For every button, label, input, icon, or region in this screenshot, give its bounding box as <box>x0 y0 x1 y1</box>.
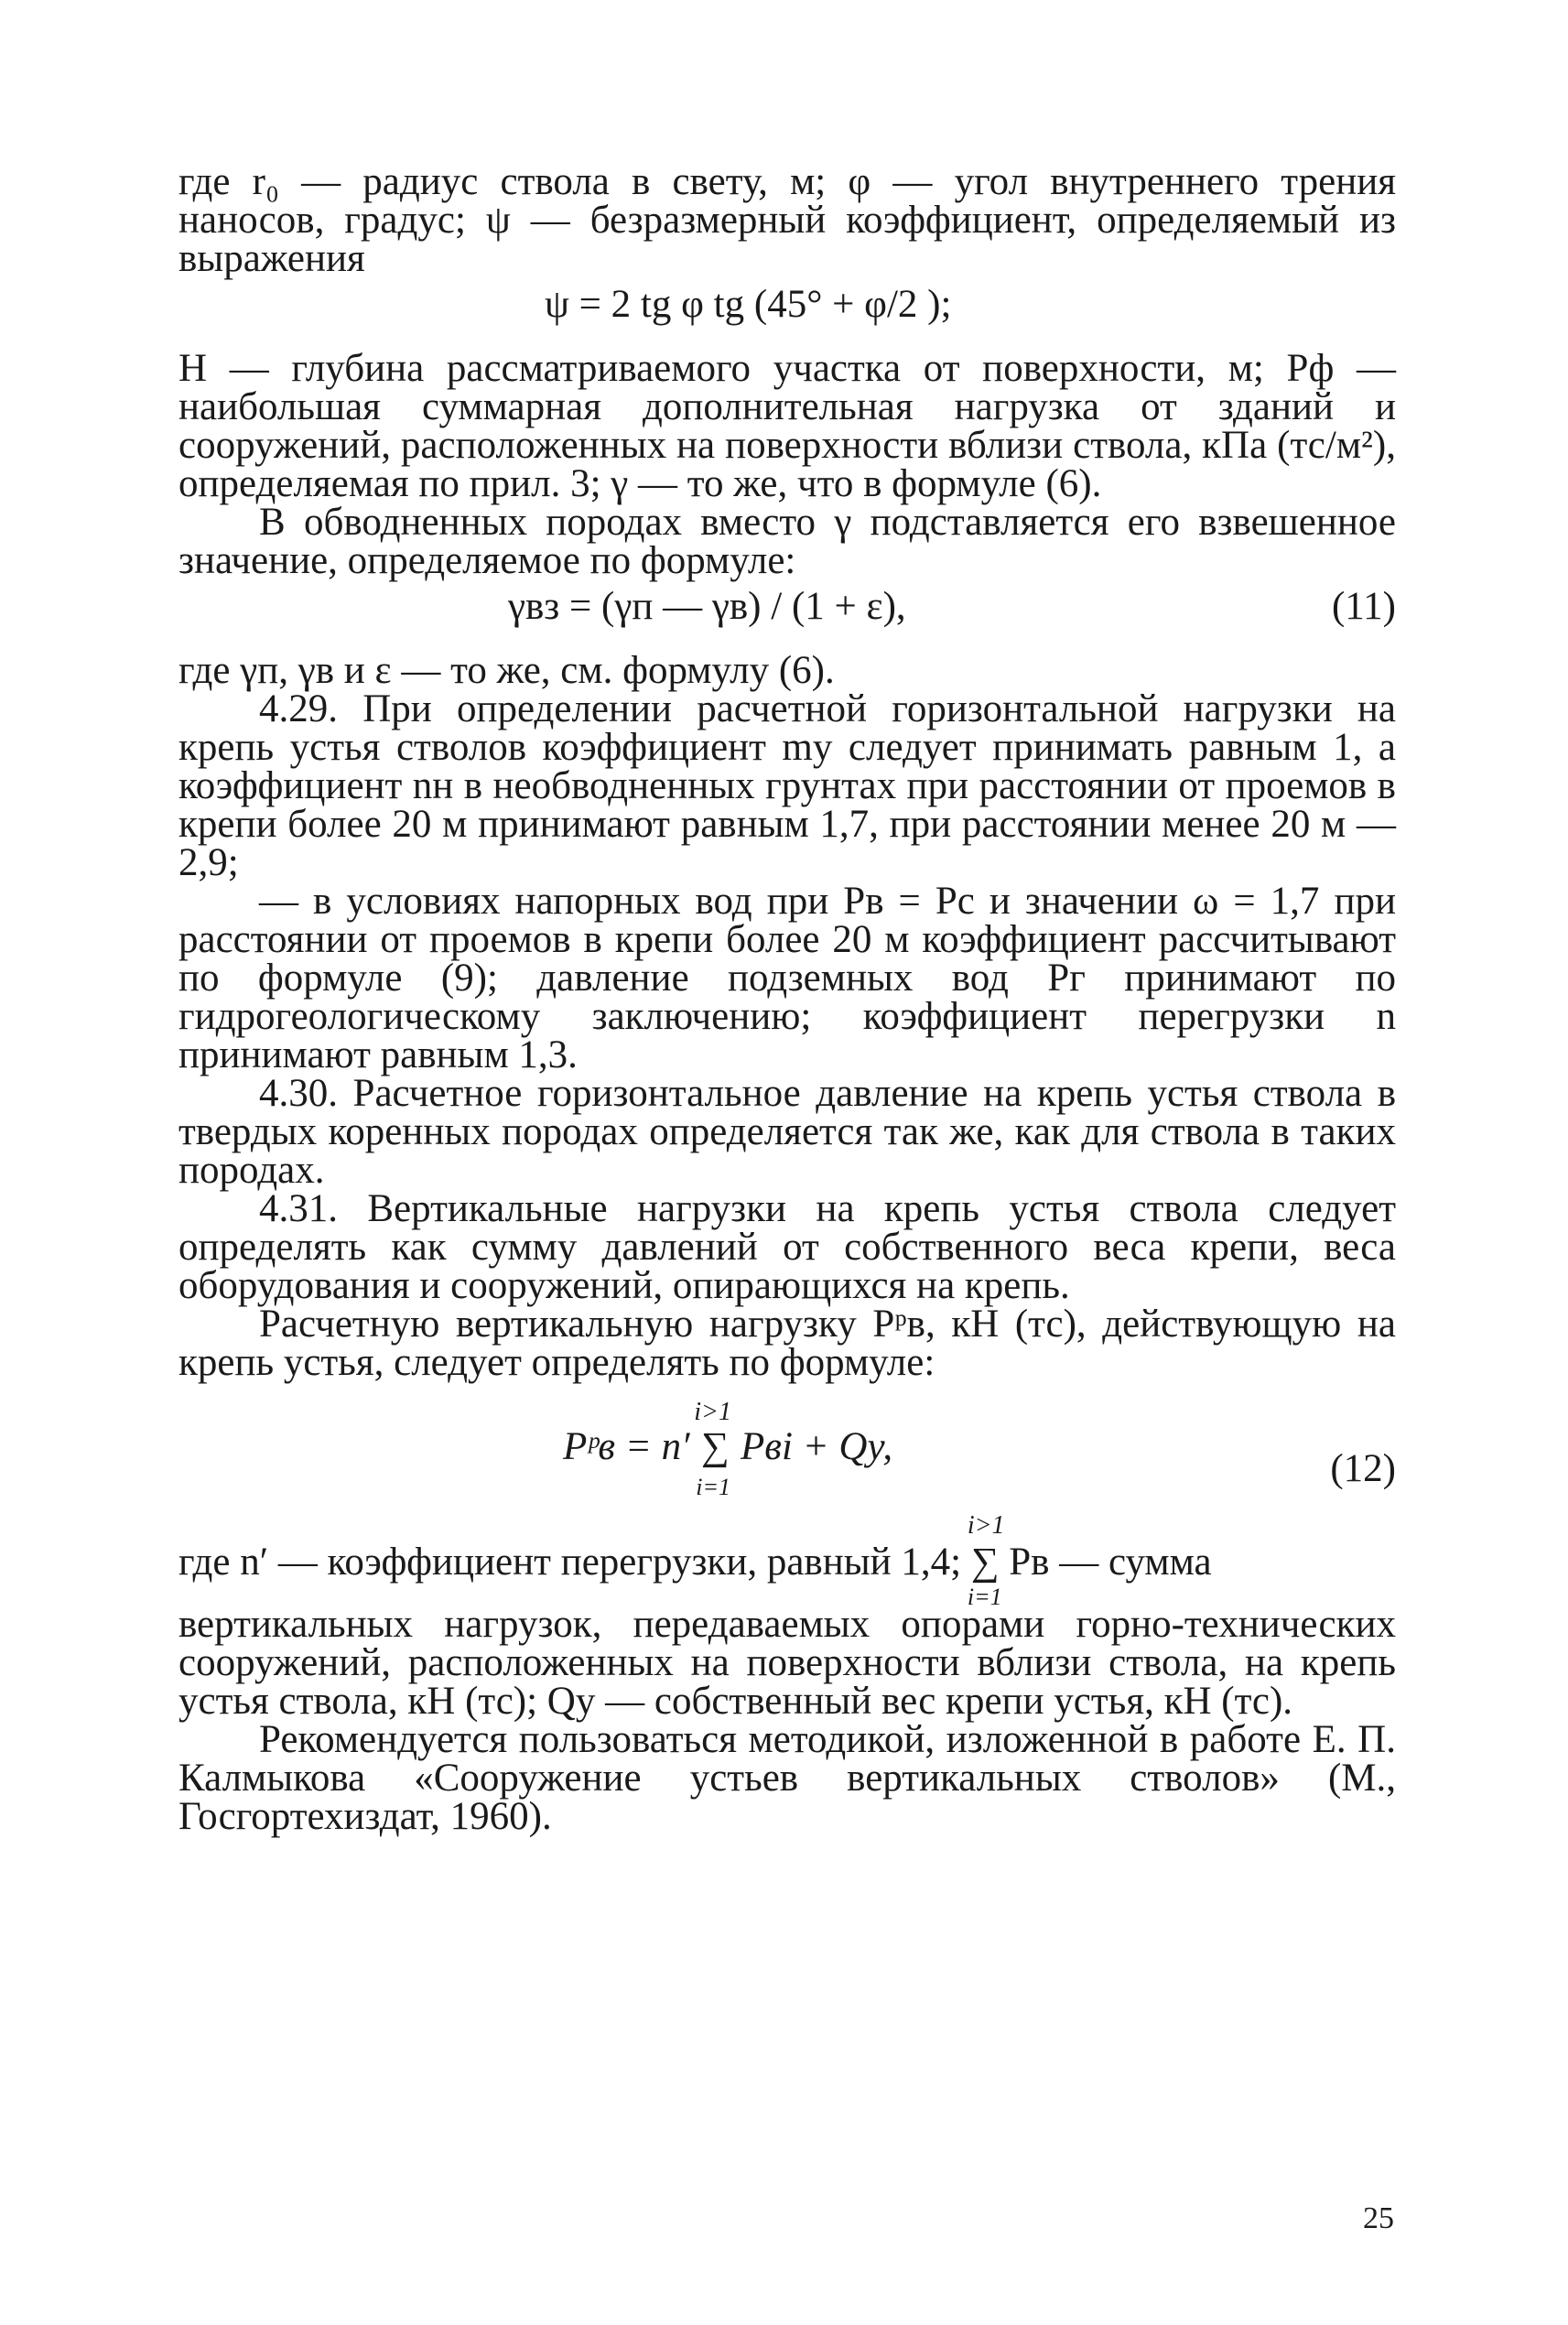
paragraph-4-31: 4.31. Вертикальные нагрузки на крепь устья ствола следует определять как сумму давлений от собственного веса крепи, веса оборудования и сооружений, опирающихся на крепь. <box>178 1187 1396 1307</box>
formula-12-right: Pвi + Qу, <box>741 1425 893 1468</box>
paragraph-vertical-load: Расчетную вертикальную нагрузку Pᵖв, кН (тс), действующую на крепь устья, следует определять по формуле: <box>178 1303 1396 1384</box>
paragraph-definitions: где r₀ — радиус ствола в свету, м; φ — угол внутреннего трения наносов, градус; ψ — безразмерный коэффициент, определяемый из выражения <box>178 160 1396 280</box>
formula-11 <box>178 585 1396 639</box>
sum-lower-limit: i=1 <box>696 1474 731 1500</box>
sum-symbol: ∑ i>1 i=1 <box>699 1428 730 1466</box>
formula-psi-expression: ψ = 2 tg φ tg (45° + φ/2 ); <box>545 283 952 326</box>
paragraph-4-30: 4.30. Расчетное горизонтальное давление на крепь устья ствола в твердых коренных породах определяется так же, как для ствола в таких породах. <box>178 1072 1396 1192</box>
formula-12-expression <box>563 1398 893 1500</box>
paragraph-pressure-water: — в условиях напорных вод при Pв = Pс и значении ω = 1,7 при расстоянии от проемов в крепи более 20 м коэффициент рассчитывают по формуле (9); давление подземных вод Pг принимают по гидрогеологическому заключению; коэффициент перегрузки n принимают равным 1,3. <box>178 880 1396 1076</box>
paragraph-vertical-loads-def: вертикальных нагрузок, передаваемых опорами горно-технических сооружений, расположенных на поверхности вблизи ствола, на крепь устья ствола, кН (тс); Qу — собственный вес крепи устья, кН (тс). <box>178 1603 1396 1723</box>
sum-upper-limit: i>1 <box>694 1398 731 1426</box>
paragraph-4-29: 4.29. При определении расчетной горизонтальной нагрузки на крепь устья стволов коэффициент mу следует принимать равным 1, а коэффициент nн в необводненных грунтах при расстоянии от проемов в крепи более 20 м принимают равным 1,7, при расстоянии менее 20 м — 2,9; <box>178 687 1396 884</box>
page-body <box>178 160 1396 1838</box>
inline-sum-term: Pв — сумма <box>1009 1541 1212 1584</box>
paragraph-waterlogged: В обводненных породах вместо γ подставляется его взвешенное значение, определяемое по формуле: <box>178 501 1396 582</box>
inline-sum-lower: i=1 <box>967 1584 1002 1610</box>
inline-sum: ∑ i>1 i=1 <box>971 1543 1000 1582</box>
paragraph-where-gamma: где γп, γв и ε — то же, см. формулу (6). <box>178 649 835 692</box>
paragraph-where-n <box>178 1511 1396 1610</box>
paragraph-recommendation: Рекомендуется пользоваться методикой, изложенной в работе Е. П. Калмыкова «Сооружение устьев вертикальных стволов» (М., Госгортехиздат, 1960). <box>178 1718 1396 1838</box>
paragraph-depth-definition: H — глубина рассматриваемого участка от поверхности, м; Pф — наибольшая суммарная дополнительная нагрузка от зданий и сооружений, расположенных на поверхности вблизи ствола, кПа (тс/м²), определяемая по прил. 3; γ — то же, что в формуле (6). <box>178 347 1396 505</box>
formula-11-number: (11) <box>1331 585 1396 628</box>
page-number: 25 <box>1363 2201 1394 2235</box>
formula-psi <box>178 283 1396 337</box>
where-n-text: где n′ — коэффициент перегрузки, равный 1,4; <box>178 1541 962 1584</box>
formula-12-number: (12) <box>1330 1447 1396 1490</box>
formula-12 <box>178 1398 1396 1516</box>
formula-11-expression: γвз = (γп — γв) / (1 + ε), <box>508 585 906 628</box>
formula-12-left: Pᵖв = n′ <box>563 1425 690 1468</box>
inline-sum-upper: i>1 <box>967 1511 1005 1540</box>
